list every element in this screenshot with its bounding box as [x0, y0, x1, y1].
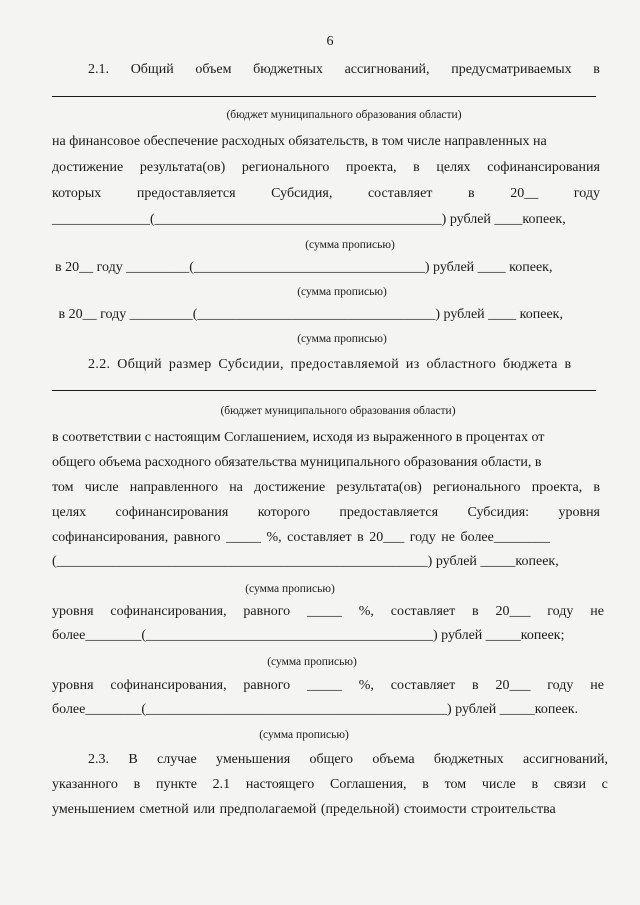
word: году: [573, 186, 600, 201]
word: том: [444, 777, 467, 792]
word: софинансирования: [115, 505, 229, 520]
word: 20___: [495, 678, 531, 693]
word: уровня: [558, 505, 600, 520]
word: софинансирования: [487, 160, 600, 175]
word: регионального: [433, 480, 521, 495]
word: Общий: [130, 62, 174, 77]
word: объем: [195, 62, 232, 77]
word: проекта,: [531, 480, 583, 495]
word: в: [531, 777, 539, 792]
word: равного: [243, 678, 291, 693]
sec22-line9: более________(_________________________________________) рублей _____копеек;: [52, 628, 565, 643]
word: в: [472, 678, 479, 693]
word: бюджетных: [253, 62, 323, 77]
word: Субсидия:: [467, 505, 530, 520]
word: 20___: [495, 604, 531, 619]
sec22-line2: в соответствии с настоящим Соглашением, исходя из выраженного в процентах от: [52, 430, 545, 445]
word: составляет: [390, 604, 456, 619]
word: софинансирования,: [110, 678, 227, 693]
sec22-line8: [52, 603, 604, 620]
word: результата(ов): [336, 480, 422, 495]
caption-sum-5: (сумма прописью): [267, 656, 357, 668]
sec22-line10: [52, 677, 604, 694]
sec23-line2: [52, 776, 608, 793]
word: предусматриваемых: [451, 62, 572, 77]
sec21-line6: в 20__ году _________(_________________________________) рублей ____ копеек,: [55, 260, 553, 275]
sec22-line6: софинансирования, равного _____ %, составляет в 20___ году не более________: [52, 530, 550, 545]
word: Субсидия,: [271, 186, 333, 201]
word: %,: [358, 604, 374, 619]
sec22-line3: общего объема расходного обязательства муниципального образования области, в: [52, 455, 542, 470]
word: 20__: [510, 186, 539, 201]
word: настоящего: [245, 777, 315, 792]
word: бюджетных: [433, 752, 504, 767]
word: 2.1.: [88, 62, 109, 77]
caption-budget-1: (бюджет муниципального образования области): [226, 109, 462, 121]
budget-blank-line-2: [52, 390, 596, 391]
word: достижение: [254, 480, 326, 495]
caption-sum-2: (сумма прописью): [297, 286, 387, 298]
word: общего: [309, 752, 354, 767]
word: проекта,: [346, 160, 397, 175]
word: В: [128, 752, 138, 767]
word: в: [593, 62, 600, 77]
sec22-line1: 2.2. Общий размер Субсидии, предоставляемой из областного бюджета в: [88, 357, 572, 372]
word: равного: [243, 604, 291, 619]
word: году: [547, 678, 574, 693]
word: связи: [553, 777, 586, 792]
word: направленного: [129, 480, 219, 495]
word: с: [601, 777, 608, 792]
word: результата(ов): [139, 160, 226, 175]
caption-sum-1: (сумма прописью): [305, 239, 395, 251]
word: в: [413, 160, 420, 175]
word: числе: [481, 777, 516, 792]
word: в: [593, 480, 600, 495]
word: 2.1: [212, 777, 231, 792]
word: целях: [436, 160, 471, 175]
sec21-line2: на финансовое обеспечение расходных обязательств, в том числе направленных на: [52, 134, 547, 149]
word: _____: [306, 604, 342, 619]
word: на: [229, 480, 243, 495]
word: в: [472, 604, 479, 619]
sec22-line4: [52, 479, 600, 496]
sec22-line5: [52, 504, 600, 521]
word: _____: [306, 678, 342, 693]
word: Соглашения,: [330, 777, 407, 792]
word: в: [468, 186, 475, 201]
word: ассигнований,: [522, 752, 608, 767]
sec21-line4: [52, 185, 600, 202]
word: случае: [157, 752, 197, 767]
word: которого: [257, 505, 310, 520]
word: достижение: [52, 160, 124, 175]
page-number: 6: [326, 34, 334, 49]
word: ассигнований,: [344, 62, 430, 77]
word: целях: [52, 505, 87, 520]
caption-budget-2: (бюджет муниципального образования области): [220, 405, 456, 417]
sec22-line11: более________(___________________________________________) рублей _____копеек.: [52, 702, 579, 717]
word: году: [547, 604, 574, 619]
word: пункте: [156, 777, 197, 792]
caption-sum-3: (сумма прописью): [297, 333, 387, 345]
word: уменьшения: [216, 752, 291, 767]
word: уровня: [52, 604, 94, 619]
word: %,: [358, 678, 374, 693]
sec23-line3: уменьшением сметной или предполагаемой (предельной) стоимости строительства: [52, 802, 556, 817]
caption-sum-6: (сумма прописью): [259, 729, 349, 741]
sec21-line1: [88, 61, 600, 78]
word: в: [422, 777, 429, 792]
sec22-line7: (_____________________________________________________) рублей _____копеек,: [52, 554, 559, 569]
word: числе: [84, 480, 119, 495]
word: 2.3.: [88, 752, 109, 767]
word: объема: [372, 752, 415, 767]
word: регионального: [241, 160, 330, 175]
word: не: [590, 604, 604, 619]
sec21-line3: [52, 159, 600, 176]
word: предоставляется: [136, 186, 236, 201]
word: предоставляется: [339, 505, 439, 520]
word: софинансирования,: [110, 604, 227, 619]
word: указанного: [52, 777, 118, 792]
caption-sum-4: (сумма прописью): [245, 583, 335, 595]
word: не: [590, 678, 604, 693]
word: составляет: [390, 678, 456, 693]
sec21-line5: ______________(_________________________________________) рублей ____копеек,: [52, 212, 566, 227]
word: которых: [52, 186, 102, 201]
word: уровня: [52, 678, 94, 693]
word: в: [133, 777, 141, 792]
word: составляет: [367, 186, 433, 201]
sec21-line7: в 20__ году _________(__________________________________) рублей ____ копеек,: [55, 307, 563, 322]
sec23-line1: [88, 751, 608, 768]
budget-blank-line-1: [52, 96, 596, 97]
word: том: [52, 480, 74, 495]
